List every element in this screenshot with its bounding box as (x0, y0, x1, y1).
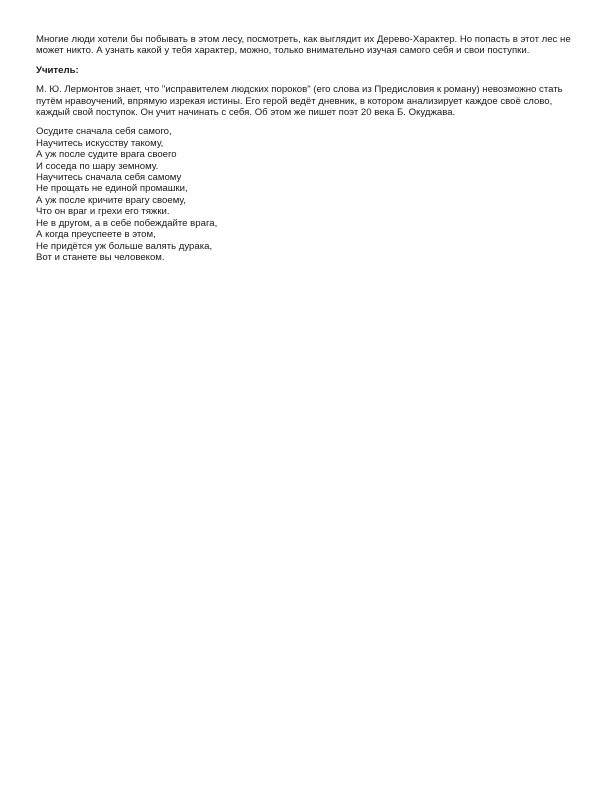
document-body (36, 34, 576, 263)
poem-line: А уж после судите врага своего (36, 149, 177, 161)
poem-line: Осудите сначала себя самого, (36, 126, 172, 138)
poem-line: Научитесь сначала себя самому (36, 172, 182, 184)
poem-line: Вот и станете вы человеком. (36, 251, 165, 263)
poem-line: А уж после кричите врагу своему, (36, 194, 186, 206)
poem-line: Что он враг и грехи его тяжки. (36, 206, 170, 218)
poem-line: Не придётся уж больше валять дурака, (36, 240, 213, 252)
speaker-label: Учитель: (36, 64, 79, 76)
intro-paragraph: Многие люди хотели бы побывать в этом лесу, посмотреть, как выглядит их Дерево-Характер. Но попасть в этот лес не может никто. А узнать какой у тебя характер, можно, только внимательно изучая самого себя и свои поступки. (36, 34, 571, 57)
poem-line: Не прощать не единой промашки, (36, 183, 188, 195)
poem-line: Научитесь искусству такому, (36, 137, 164, 149)
poem-block (36, 126, 576, 263)
lermontov-paragraph: М. Ю. Лермонтов знает, что "исправителем людских пороков" (его слова из Предисловия к роману) невозможно стать путём нравоучений, впрямую изрекая истины. Его герой ведёт дневник, в котором анализирует каждое своё слово, каждый свой поступок. Он учит начинать с себя. Об этом же пишет поэт 20 века Б. Окуджава. (36, 84, 563, 119)
poem-line: А когда преуспеете в этом, (36, 229, 156, 241)
poem-line: И соседа по шару земному. (36, 160, 159, 172)
poem-line: Не в другом, а в себе побеждайте врага, (36, 217, 218, 229)
